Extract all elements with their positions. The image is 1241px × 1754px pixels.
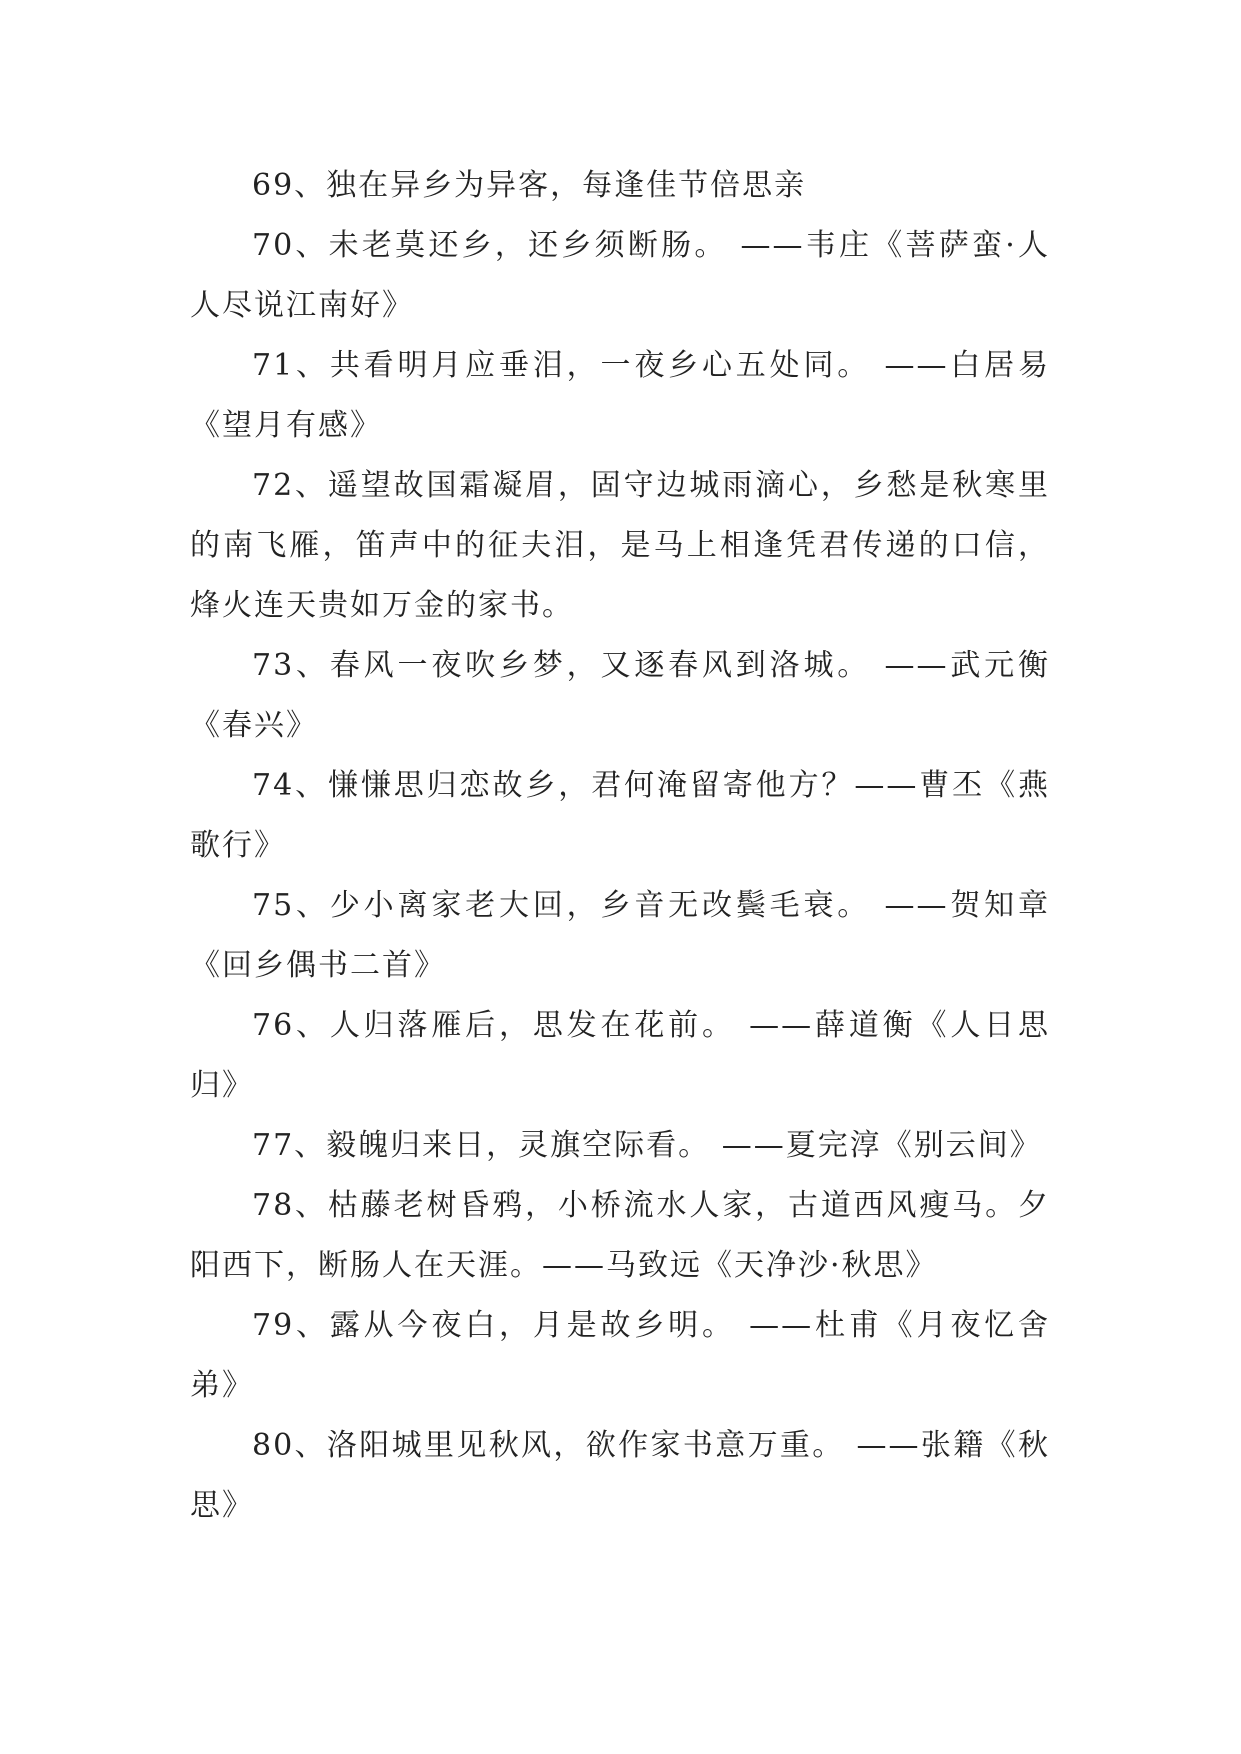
poem-quote-74: 74、慊慊思归恋故乡，君何淹留寄他方？——曹丕《燕歌行》 xyxy=(190,768,1050,863)
poem-quote-71: 71、共看明月应垂泪，一夜乡心五处同。 ——白居易《望月有感》 xyxy=(190,348,1050,443)
poem-quote-75: 75、少小离家老大回，乡音无改鬓毛衰。 ——贺知章《回乡偶书二首》 xyxy=(190,888,1050,983)
poem-quote-70: 70、未老莫还乡，还乡须断肠。 ——韦庄《菩萨蛮·人人尽说江南好》 xyxy=(190,228,1050,323)
poem-quote-76: 76、人归落雁后，思发在花前。 ——薛道衡《人日思归》 xyxy=(190,1008,1050,1103)
poem-quote-79: 79、露从今夜白，月是故乡明。 ——杜甫《月夜忆舍弟》 xyxy=(190,1308,1050,1403)
poem-quote-77: 77、毅魄归来日，灵旗空际看。 ——夏完淳《别云间》 xyxy=(252,1128,1042,1163)
document-body xyxy=(190,156,1050,1536)
poem-quote-69: 69、独在异乡为异客，每逢佳节倍思亲 xyxy=(252,168,807,203)
poem-quote-80: 80、洛阳城里见秋风，欲作家书意万重。 ——张籍《秋思》 xyxy=(190,1428,1050,1523)
poem-quote-73: 73、春风一夜吹乡梦，又逐春风到洛城。 ——武元衡《春兴》 xyxy=(190,648,1050,743)
poem-quote-72: 72、遥望故国霜凝眉，固守边城雨滴心，乡愁是秋寒里的南飞雁，笛声中的征夫泪，是马上相逢凭君传递的口信，烽火连天贵如万金的家书。 xyxy=(190,468,1050,623)
poem-quote-78: 78、枯藤老树昏鸦，小桥流水人家，古道西风瘦马。夕阳西下，断肠人在天涯。——马致远《天净沙·秋思》 xyxy=(190,1188,1050,1283)
